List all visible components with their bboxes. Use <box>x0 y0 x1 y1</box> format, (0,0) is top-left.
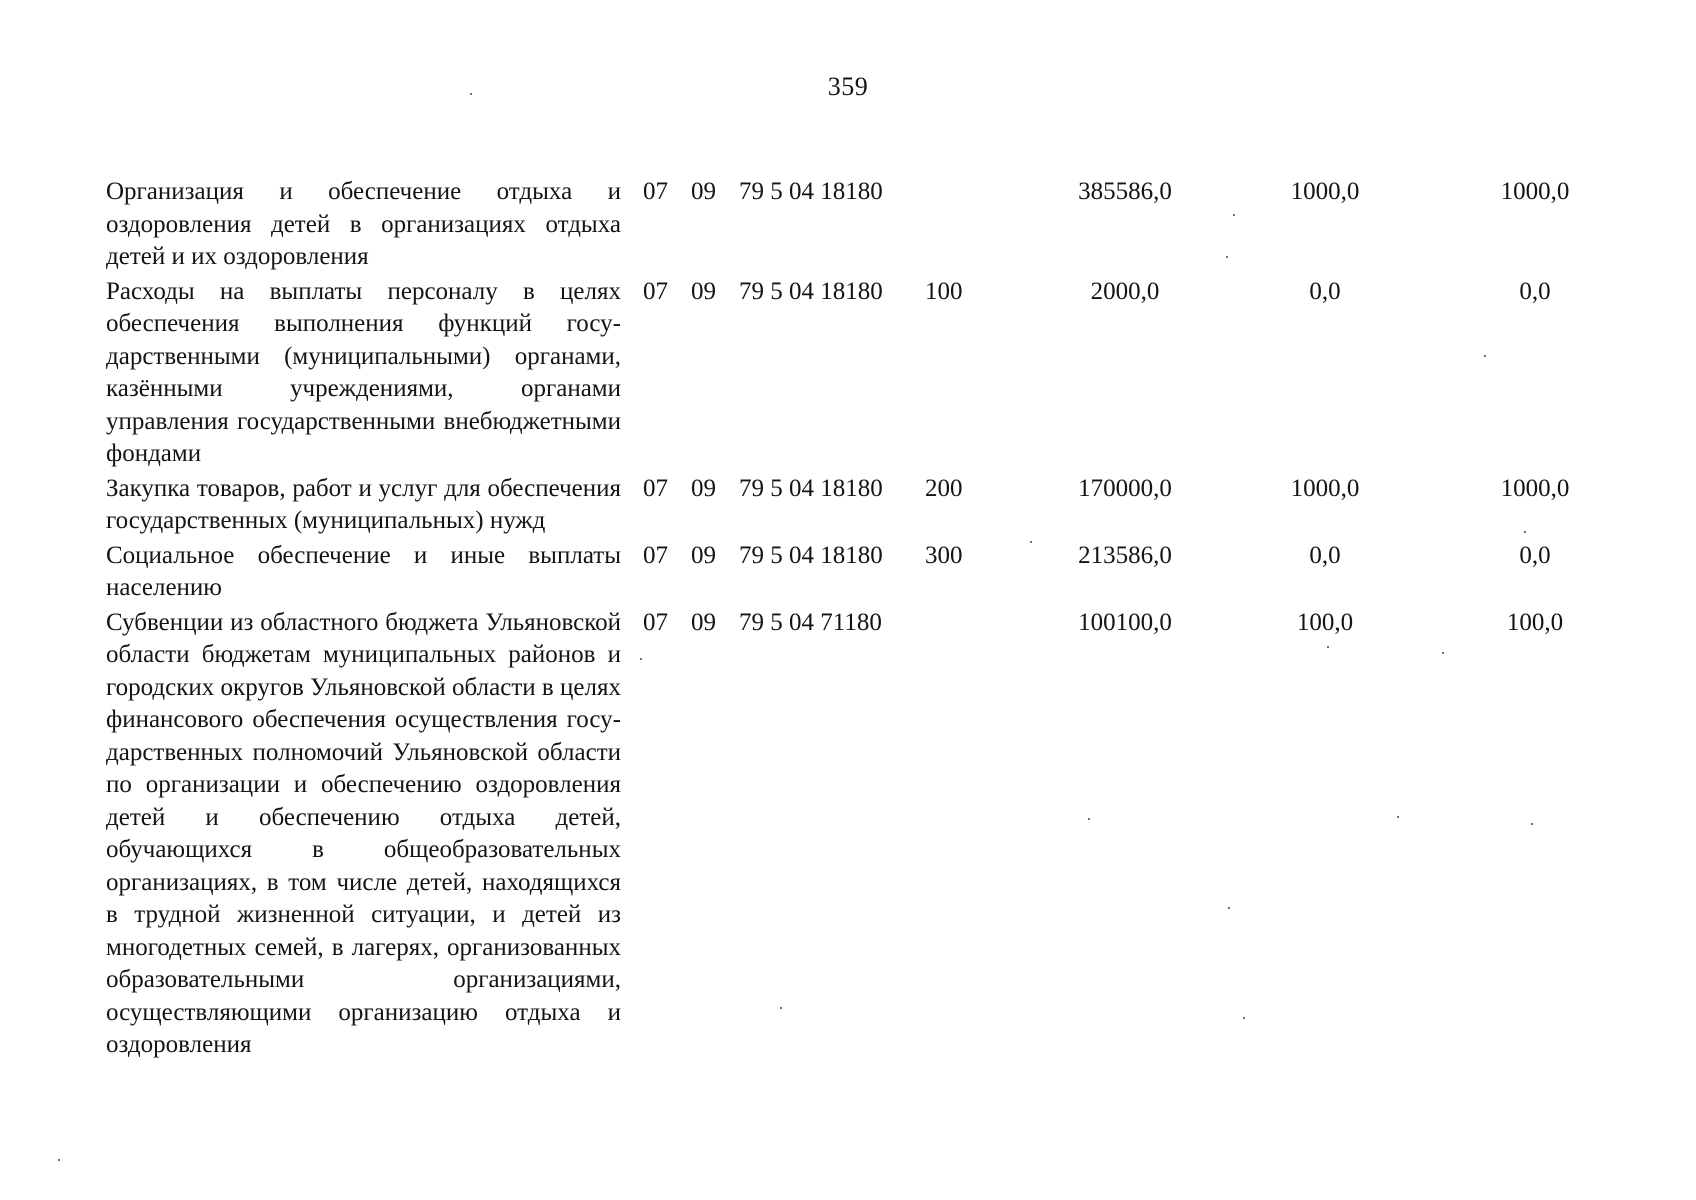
scan-speck <box>1233 214 1235 216</box>
amount-year-3: 100,0 <box>1506 608 1564 636</box>
amount-year-2: 0,0 <box>1309 541 1341 569</box>
subsection-code: 09 <box>691 608 716 636</box>
scan-speck <box>1088 818 1090 820</box>
expense-type-code: 300 <box>925 541 963 569</box>
scan-speck <box>1228 907 1230 909</box>
row-description: Социальное обеспечение и иные выплаты населению <box>106 541 621 601</box>
amount-year-1: 385586,0 <box>1078 178 1172 205</box>
table-row <box>106 276 1588 473</box>
table-row <box>106 473 1588 540</box>
scan-speck <box>780 1007 782 1009</box>
amount-year-3: 1000,0 <box>1500 178 1570 205</box>
table-row <box>106 176 1588 276</box>
section-code: 07 <box>643 474 668 502</box>
subsection-code: 09 <box>691 541 716 569</box>
row-description: Организация и обеспечение отдыха и оздоровления детей в организациях отдыха детей и их оздоровления <box>106 178 621 270</box>
scan-speck <box>1442 652 1444 654</box>
target-article-code: 79 5 04 18180 <box>739 474 883 502</box>
table-row <box>106 540 1588 607</box>
subsection-code: 09 <box>691 474 716 502</box>
budget-table <box>106 176 1588 1064</box>
scan-speck <box>1243 1017 1245 1019</box>
section-code: 07 <box>643 178 668 205</box>
row-description: Закупка товаров, работ и услуг для обеспечения государственных (муниципальных) нужд <box>106 474 621 534</box>
target-article-code: 79 5 04 18180 <box>739 178 883 205</box>
scan-speck <box>1531 823 1533 825</box>
expense-type-code: 200 <box>925 474 963 502</box>
page-number: 359 <box>827 72 869 101</box>
scan-speck <box>470 93 472 95</box>
subsection-code: 09 <box>691 178 716 205</box>
row-description: Расходы на выплаты персоналу в целях обеспечения выполнения функций государственными (муниципальными) органами, казёнными учреждениями, органами управления государственными внебюджетными фондами <box>106 277 621 467</box>
row-description: Субвенции из областного бюджета Ульяновской области бюджетам муниципальных районов и городских округов Ульяновской области в целях финансового обеспечения осуществления государственных полномочий Ульяновской области по организации и обеспечению оздоровления детей и обеспечению отдыха детей, обучающихся в общеобразовательных организациях, в том числе детей, находящихся в трудной жизненной ситуации, и детей из многодетных семей, в лагерях, организованных образовательными организациями, осуществляющими организацию отдыха и оздоровления <box>106 608 621 1058</box>
scan-speck <box>640 658 642 660</box>
amount-year-1: 170000,0 <box>1078 474 1172 502</box>
scan-speck <box>1327 646 1329 648</box>
scan-speck <box>1030 541 1032 543</box>
amount-year-1: 2000,0 <box>1090 277 1160 305</box>
section-code: 07 <box>643 541 668 569</box>
subsection-code: 09 <box>691 277 716 305</box>
target-article-code: 79 5 04 71180 <box>739 608 882 636</box>
amount-year-1: 100100,0 <box>1078 608 1172 636</box>
amount-year-1: 213586,0 <box>1078 541 1172 569</box>
target-article-code: 79 5 04 18180 <box>739 541 883 569</box>
amount-year-2: 1000,0 <box>1290 178 1360 205</box>
section-code: 07 <box>643 608 668 636</box>
scan-speck <box>1484 355 1486 357</box>
table-row <box>106 607 1588 1064</box>
scan-speck <box>58 1159 60 1161</box>
expense-type-code <box>925 607 1013 1064</box>
amount-year-2: 1000,0 <box>1290 474 1360 502</box>
scan-speck <box>1397 816 1399 818</box>
amount-year-3: 0,0 <box>1519 541 1551 569</box>
amount-year-2: 100,0 <box>1296 608 1354 636</box>
amount-year-3: 0,0 <box>1519 277 1551 305</box>
target-article-code: 79 5 04 18180 <box>739 277 883 305</box>
expense-type-code: 100 <box>925 277 963 305</box>
amount-year-2: 0,0 <box>1309 277 1341 305</box>
amount-year-3: 1000,0 <box>1500 474 1570 502</box>
expense-type-code <box>925 176 1013 276</box>
scan-speck <box>1524 531 1526 533</box>
scan-speck <box>1226 256 1228 258</box>
section-code: 07 <box>643 277 668 305</box>
